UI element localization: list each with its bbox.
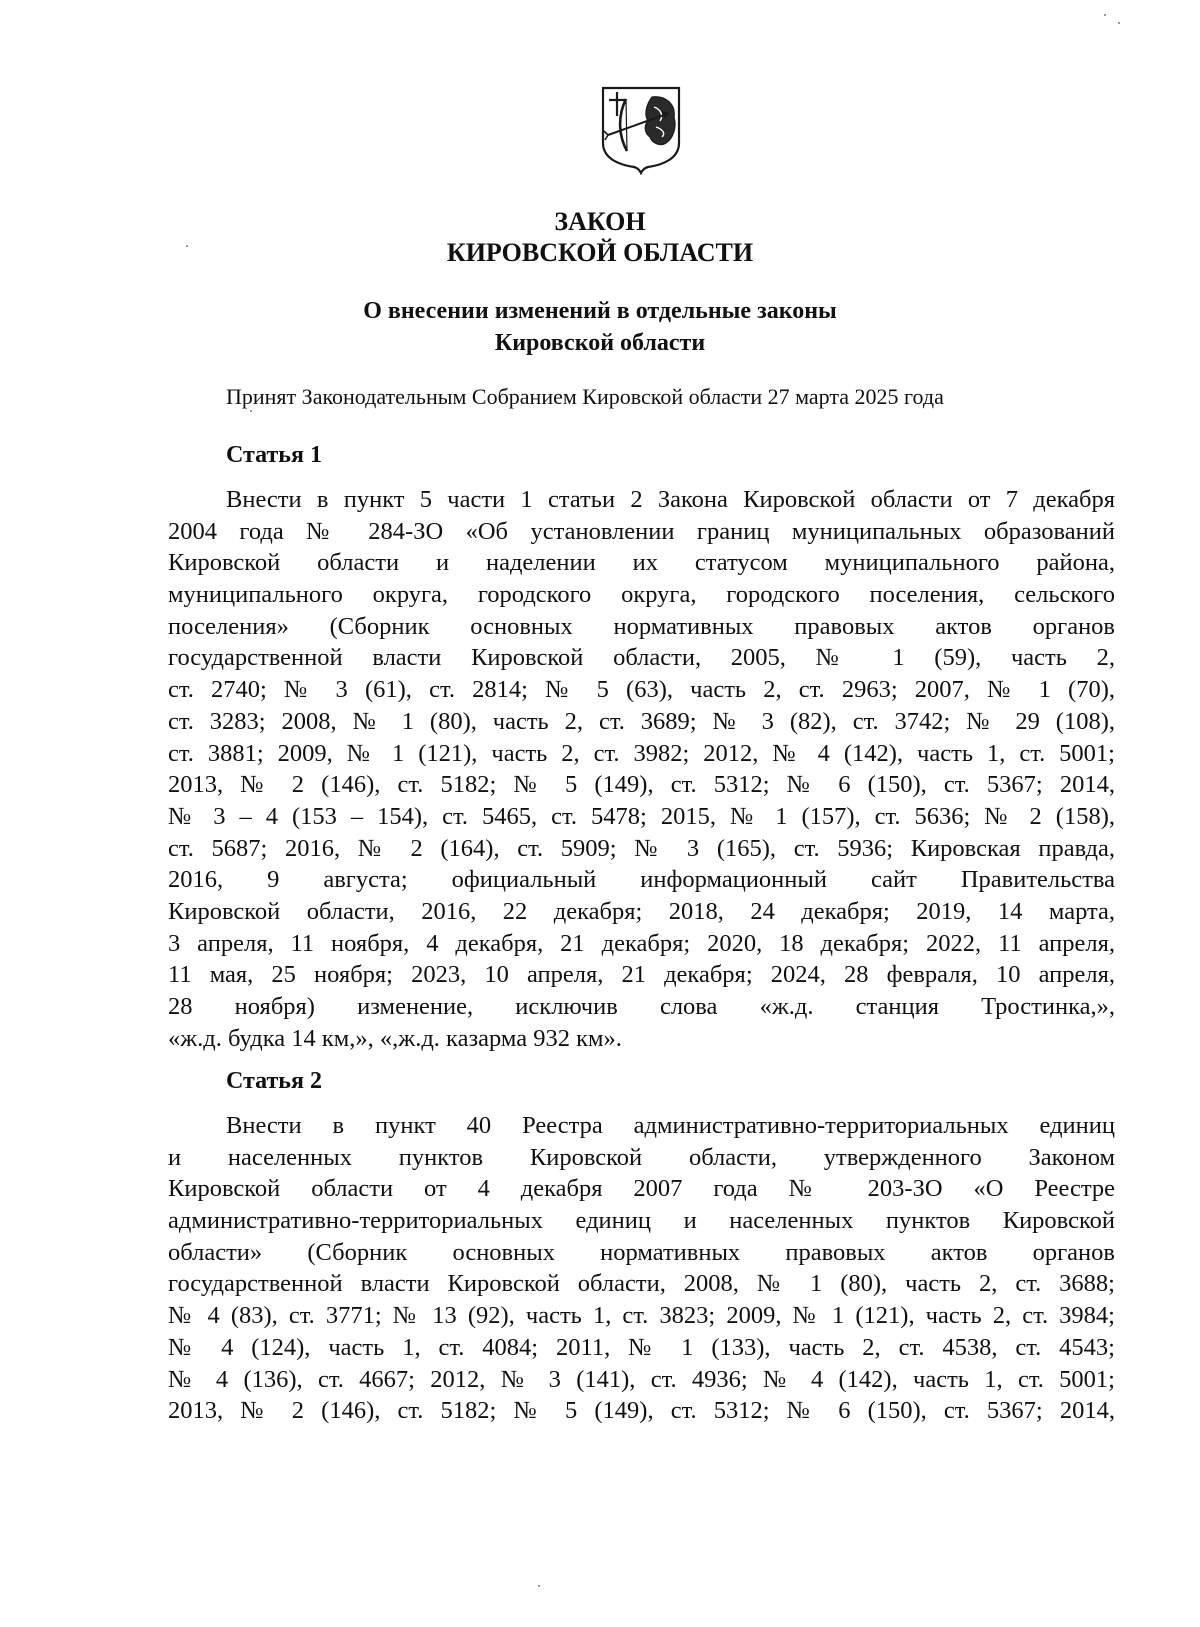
scan-speck bbox=[186, 245, 188, 247]
text-line: 11 мая, 25 ноября; 2023, 10 апреля, 21 декабря; 2024, 28 февраля, 10 апреля, bbox=[168, 961, 1115, 989]
article-2-text bbox=[168, 1110, 1115, 1427]
text-line: муниципального округа, городского округа, городского поселения, сельского bbox=[168, 581, 1115, 609]
text-line: № 4 (136), ст. 4667; 2012, № 3 (141), ст. 4936; № 4 (142), часть 1, ст. 5001; bbox=[168, 1365, 1115, 1393]
text-line: № 3 – 4 (153 – 154), ст. 5465, ст. 5478; 2015, № 1 (157), ст. 5636; № 2 (158), bbox=[168, 802, 1115, 830]
adoption-note: Принят Законодательным Собранием Кировской области 27 марта 2025 года bbox=[226, 384, 944, 409]
text-line: Внести в пункт 40 Реестра административно-территориальных единиц bbox=[226, 1112, 1115, 1139]
article-2-heading: Статья 2 bbox=[226, 1068, 322, 1094]
text-line: «ж.д. будка 14 км,», «,ж.д. казарма 932 км». bbox=[168, 1024, 622, 1052]
law-subject-line1: О внесении изменений в отдельные законы bbox=[363, 298, 837, 324]
text-line: 28 ноября) изменение, исключив слова «ж.д. станция Тростинка,», bbox=[168, 993, 1115, 1020]
text-line: 2013, № 2 (146), ст. 5182; № 5 (149), ст. 5312; № 6 (150), ст. 5367; 2014, bbox=[168, 1397, 1115, 1425]
text-line: Кировской области и наделении их статусом муниципального района, bbox=[168, 549, 1115, 577]
text-line: ст. 5687; 2016, № 2 (164), ст. 5909; № 3 (165), ст. 5936; Кировская правда, bbox=[168, 834, 1115, 862]
text-line: ст. 3283; 2008, № 1 (80), часть 2, ст. 3689; № 3 (82), ст. 3742; № 29 (108), bbox=[168, 707, 1115, 735]
scan-speck bbox=[1118, 22, 1120, 24]
law-subject-line2: Кировской области bbox=[494, 330, 706, 356]
text-line: 3 апреля, 11 ноября, 4 декабря, 21 декабря; 2020, 18 декабря; 2022, 11 апреля, bbox=[168, 929, 1115, 957]
text-line: поселения» (Сборник основных нормативных правовых актов органов bbox=[168, 612, 1115, 640]
text-line: Внести в пункт 5 части 1 статьи 2 Закона Кировской области от 7 декабря bbox=[226, 486, 1115, 513]
text-line: области» (Сборник основных нормативных правовых актов органов bbox=[168, 1238, 1115, 1266]
text-line: 2004 года № 284-ЗО «Об установлении границ муниципальных образований bbox=[168, 517, 1115, 545]
text-line: № 4 (124), часть 1, ст. 4084; 2011, № 1 (133), часть 2, ст. 4538, ст. 4543; bbox=[168, 1333, 1115, 1361]
scan-speck bbox=[538, 1585, 540, 1587]
article-1-text bbox=[168, 484, 1115, 1054]
text-line: Кировской области от 4 декабря 2007 года № 203-ЗО «О Реестре bbox=[168, 1175, 1115, 1203]
law-title-line2: КИРОВСКОЙ ОБЛАСТИ bbox=[446, 238, 754, 267]
text-line: 2016, 9 августа; официальный информационный сайт Правительства bbox=[168, 866, 1115, 894]
scan-speck bbox=[1104, 14, 1106, 16]
text-line: государственной власти Кировской области, 2005, № 1 (59), часть 2, bbox=[168, 644, 1115, 672]
scan-speck bbox=[250, 410, 252, 412]
text-line: № 4 (83), ст. 3771; № 13 (92), часть 1, ст. 3823; 2009, № 1 (121), часть 2, ст. 3984; bbox=[168, 1302, 1115, 1330]
text-line: административно-территориальных единиц и населенных пунктов Кировской bbox=[168, 1207, 1115, 1235]
text-line: 2013, № 2 (146), ст. 5182; № 5 (149), ст. 5312; № 6 (150), ст. 5367; 2014, bbox=[168, 771, 1115, 799]
text-line: государственной власти Кировской области, 2008, № 1 (80), часть 2, ст. 3688; bbox=[168, 1270, 1115, 1298]
text-line: ст. 2740; № 3 (61), ст. 2814; № 5 (63), часть 2, ст. 2963; 2007, № 1 (70), bbox=[168, 676, 1115, 704]
law-subject bbox=[0, 295, 1200, 359]
law-title bbox=[0, 206, 1200, 268]
text-line: и населенных пунктов Кировской области, утвержденного Законом bbox=[168, 1143, 1115, 1171]
law-title-line1: ЗАКОН bbox=[554, 207, 646, 236]
text-line: Кировской области, 2016, 22 декабря; 2018, 24 декабря; 2019, 14 марта, bbox=[168, 897, 1115, 925]
article-1-heading: Статья 1 bbox=[226, 442, 322, 468]
text-line: ст. 3881; 2009, № 1 (121), часть 2, ст. 3982; 2012, № 4 (142), часть 1, ст. 5001; bbox=[168, 739, 1115, 767]
kirov-coat-of-arms-icon bbox=[600, 85, 682, 175]
